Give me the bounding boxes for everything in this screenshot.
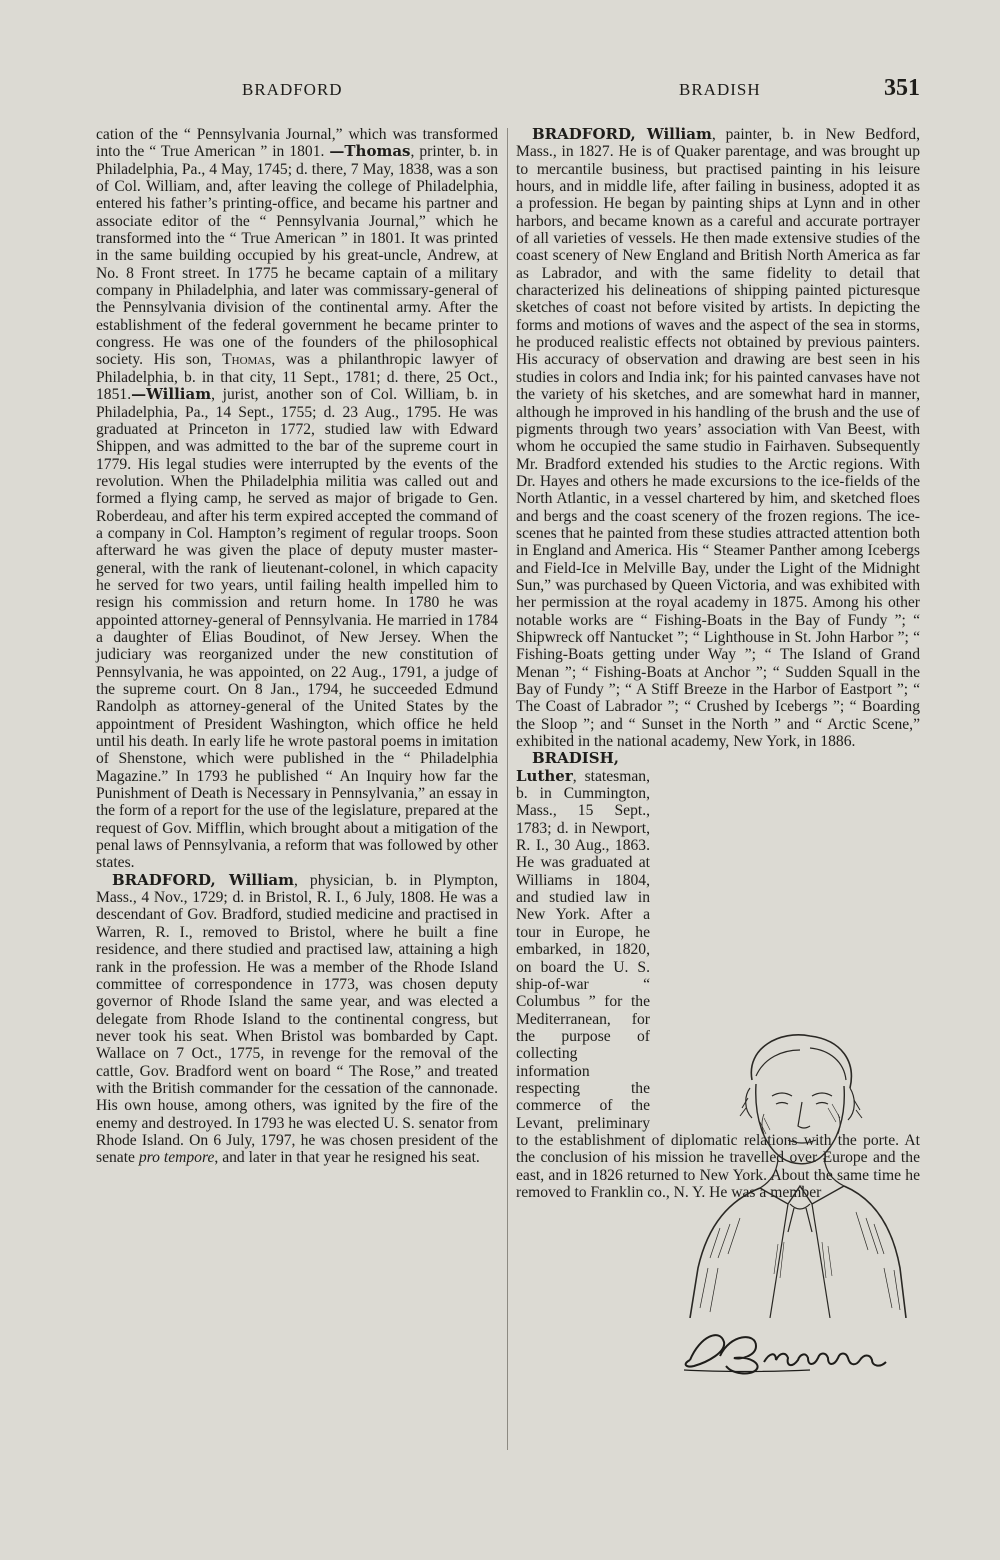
headword-bradish-luther: BRADISH, Luther <box>516 749 620 785</box>
continued-text: cation of the “ Pennsylvania Journal,” which was transformed into the “ True American ” in 1801. <box>96 126 498 161</box>
entry-text-william-jurist: , jurist, another son of Col. William, b. in Philadelphia, Pa., 14 Sept., 1755; d. 23 Aug., 1795. He was graduated at Princeton in 1772, studied law with Edward Shippen, and was admitted to the bar of the supreme court in 1779. His legal studies were interrupted by the events of the revolution. When the Philadelphia militia was called out and formed a flying camp, he served as major of brigade to Gen. Roberdeau, and after his term expired accepted the command of a company in Col. Hampton’s regiment of regular troops. Soon afterward he was given the place of deputy muster master-general, with the rank of lieutenant-colonel, in which capacity he served for two years, until failing health impelled him to resign his commission and return home. In 1780 he was appointed attorney-general of Pennsylvania. He married in 1784 a daughter of Elias Boudinot, of New Jersey. When the judiciary was reorganized under the new constitution of Pennsylvania, he was appointed, on 22 Aug., 1791, a judge of the supreme court. On 8 Jan., 1794, he succeeded Edmund Randolph as attorney-general of the United States by the appointment of President Washington, which office he held until his death. In early life he wrote pastoral poems in imitation of Shenstone, which were published in the “ Philadelphia Magazine.” In 1793 he published “ An Inquiry how far the Punishment of Death is Necessary in Pennsylvania,” an essay in the form of a report for the use of the legislature, prepared at the request of Gov. Mifflin, which brought about a mitigation of the penal laws of Pennsylvania, a reform that was followed by other states. <box>96 386 498 872</box>
entry-text-physician-b: , and later in that year he resigned his seat. <box>214 1149 480 1167</box>
running-head-right: BRADISH <box>679 80 761 99</box>
left-column <box>96 126 498 1167</box>
entry-text-bradish: , statesman, b. in Cummington, Mass., 15 Sept., 1783; d. in Newport, R. I., 30 Aug., 1863. He was graduated at Williams in 1804, and studied law in New York. After a tour in Europe, he embarked, in 1820, on board the U. S. ship-of-war “ Columbus ” for the Mediterranean, for the purpose of collecting information respecting the commerce of the Levant, preliminary to the establishment of diplomatic relations with the porte. At the conclusion of his mission he travelled over Europe and the east, and in 1826 returned to New York. About the same time he removed to Franklin co., N. Y. He was a member <box>516 767 920 1201</box>
portrait-engraving <box>660 1018 922 1388</box>
page-number: 351 <box>884 75 920 101</box>
signature <box>660 1316 922 1395</box>
italic-phrase: pro tempore <box>138 1149 215 1167</box>
entry-text-thomas-b: , was a philanthropic lawyer of Philadelphia, b. in that city, 11 Sept., 1781; d. there, 25 Oct., 1851. <box>96 351 498 404</box>
headword-thomas: —Thomas <box>329 142 411 161</box>
entry-text-thomas: , printer, b. in Philadelphia, Pa., 4 May, 1745; d. there, 7 May, 1838, was a son of Col. William, and, after leaving the college of Philadelphia, entered his father’s printing-office, and became his partner and associate editor of the “ Pennsylvania Journal,” which he transformed into the “ True American ” in 1801. It was printed in the same building occupied by his great-uncle, Andrew, at No. 8 Front street. In 1775 he became captain of a military company in Philadelphia, and later was commissary-general of the Pennsylvania division of the continental army. After the establishment of the federal government he became printer to congress. He was one of the founders of the philosophical society. His son, <box>96 143 498 369</box>
headword-william-jurist: —William <box>131 385 212 404</box>
headword-bradford-william-painter: BRADFORD, William <box>532 125 712 143</box>
entry-text-painter: , painter, b. in New Bedford, Mass., in 1827. He is of Quaker parentage, and was brought up to mercantile business, but practised painting in his leisure hours, and in middle life, after failing in business, adopted it as a profession. He began by painting ships at Lynn and in other harbors, and became known as a careful and accurate portrayer of all varieties of vessels. He then made extensive studies of the coast scenery of New England and British North America as far as Labrador, and with the same fidelity to detail that characterized his delineations of shipping painted picturesque sketches of coast not before visited by artists. In depicting the forms and motions of waves and the aspect of the sea in storms, he produced realistic effects not obtained by previous painters. His accuracy of observation and drawing are best seen in his studies in colors and India ink; for his painted canvases have not the variety of his sketches, and are somewhat hard in manner, although he improved in his handling of the brush and the use of pigments through two years’ association with Van Beest, with whom he occupied the same studio in Fairhaven. Subsequently Mr. Bradford extended his studies to the Arctic regions. With Dr. Hayes and others he made excursions to the ice-fields of the North Atlantic, in a vessel chartered by him, and sketched floes and bergs and the coast scenery of the frozen regions. The ice-scenes that he painted from these studies attracted attention both in England and America. His “ Steamer Panther among Icebergs and Field-Ice in Melville Bay, under the Light of the Midnight Sun,” was purchased by Queen Victoria, and was exhibited with her permission at the royal academy in 1875. Among his other notable works are “ Fishing-Boats in the Bay of Fundy ”; “ Shipwreck off Nantucket ”; “ Lighthouse in St. John Harbor ”; “ Fishing-Boats getting under Way ”; “ The Island of Grand Menan ”; “ Fishing-Boats at Anchor ”; “ Sudden Squall in the Bay of Fundy ”; “ A Stiff Breeze in the Harbor of Eastport ”; “ The Coast of Labrador ”; “ Crushed by Icebergs ”; “ Boarding the Sloop ”; and “ Sunset in the North ” and “ Arctic Scene,” exhibited in the national academy, New York, in 1886. <box>516 126 920 751</box>
entry-bradford-william-painter <box>516 126 920 750</box>
running-head <box>96 75 920 108</box>
paragraph-continued <box>96 126 498 872</box>
headword-bradford-william-physician: BRADFORD, William <box>112 870 294 889</box>
small-caps-name: Thomas <box>222 351 272 369</box>
entry-bradford-william-physician <box>96 872 498 1167</box>
signature-image <box>660 1316 922 1386</box>
entry-text-physician: , physician, b. in Plympton, Mass., 4 Nov., 1729; d. in Bristol, R. I., 6 July, 1808. He was a descendant of Gov. Bradford, studied medicine and practised in Warren, R. I., removed to Bristol, where he built a fine residence, and there studied and practised law, attaining a high rank in the profession. He was a member of the Rhode Island committee of correspondence in 1773, was chosen deputy governor of Rhode Island the same year, and was elected a delegate from Rhode Island to the continental congress, but never took his seat. When Bristol was bombarded by Capt. Wallace on 7 Oct., 1775, in revenge for the removal of the cattle, Gov. Bradford went on board “ The Rose,” and treated with the British commander for the cessation of the cannonade. His own house, among others, was ignited by the fire of the enemy and destroyed. In 1793 he was elected U. S. senator from Rhode Island. On 6 July, 1797, he was chosen president of the senate <box>96 871 499 1167</box>
portrait-image <box>660 1018 922 1318</box>
running-head-left: BRADFORD <box>242 80 343 99</box>
column-divider <box>507 128 508 1450</box>
